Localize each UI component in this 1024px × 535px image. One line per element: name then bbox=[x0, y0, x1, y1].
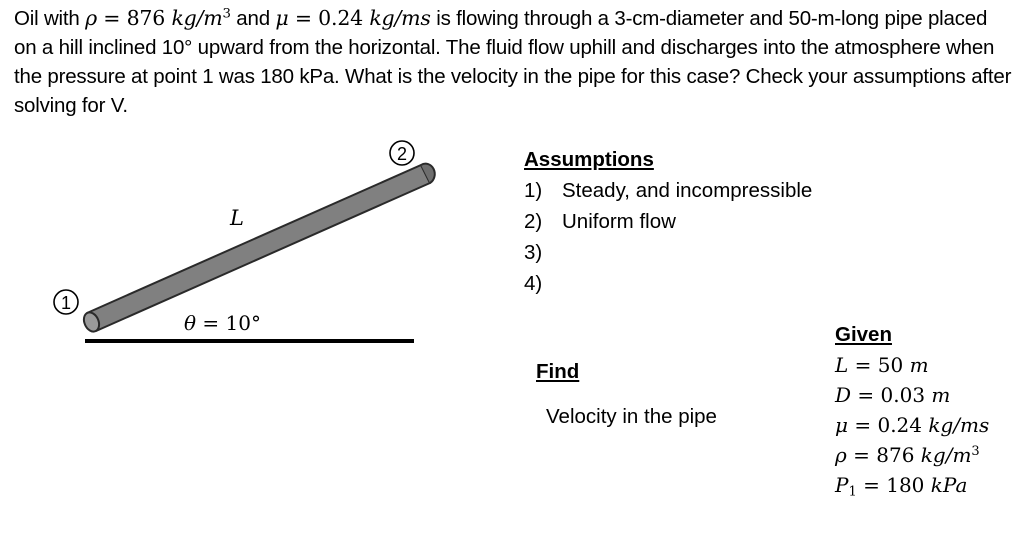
given-equals: = 0.24 bbox=[848, 413, 929, 437]
given-variable: ρ bbox=[835, 443, 847, 467]
given-section bbox=[835, 320, 989, 500]
given-unit: m bbox=[909, 353, 929, 377]
rho-unit-exponent: 3 bbox=[222, 6, 231, 22]
given-variable: P bbox=[835, 473, 849, 497]
given-item bbox=[835, 380, 989, 410]
rho-symbol: ρ bbox=[85, 6, 97, 30]
mu-equals: = 0.24 bbox=[288, 6, 370, 30]
inclined-pipe-diagram bbox=[0, 130, 450, 360]
assumption-item bbox=[524, 175, 812, 206]
angle-value: = 10° bbox=[196, 311, 261, 335]
assumption-number: 1) bbox=[524, 179, 543, 202]
rho-unit: kg/m bbox=[171, 6, 223, 30]
given-item bbox=[835, 350, 989, 380]
assumptions-section bbox=[524, 144, 812, 299]
point-1-label: 1 bbox=[60, 293, 72, 313]
given-item bbox=[835, 410, 989, 440]
given-item bbox=[835, 440, 989, 470]
assumption-number: 4) bbox=[524, 272, 543, 295]
angle-variable: θ bbox=[184, 311, 197, 335]
assumption-item bbox=[524, 268, 812, 299]
given-equals: = 876 bbox=[846, 443, 921, 467]
find-text: Velocity in the pipe bbox=[546, 405, 717, 428]
mu-unit: kg/ms bbox=[369, 6, 431, 30]
rho-equals: = 876 bbox=[96, 6, 172, 30]
given-variable: D bbox=[835, 383, 852, 407]
assumptions-heading: Assumptions bbox=[524, 148, 654, 171]
pipe-body bbox=[87, 165, 430, 331]
given-equals: = 180 bbox=[856, 473, 931, 497]
given-unit: kg/ms bbox=[928, 413, 990, 437]
find-heading bbox=[536, 360, 579, 384]
point-2-label: 2 bbox=[396, 144, 408, 164]
given-unit: kPa bbox=[930, 473, 968, 497]
problem-text-1: Oil with bbox=[14, 7, 86, 30]
assumptions-list bbox=[524, 175, 812, 299]
given-subscript: 1 bbox=[848, 484, 857, 500]
given-list bbox=[835, 350, 989, 500]
given-equals: = 0.03 bbox=[851, 383, 932, 407]
assumption-text: Uniform flow bbox=[562, 210, 676, 233]
given-unit: m bbox=[931, 383, 951, 407]
given-variable: μ bbox=[835, 413, 848, 437]
find-heading-text: Find bbox=[536, 360, 580, 383]
problem-statement bbox=[14, 4, 1014, 120]
given-item bbox=[835, 470, 989, 500]
given-equals: = 50 bbox=[848, 353, 910, 377]
problem-and: and bbox=[230, 7, 276, 30]
assumption-number: 3) bbox=[524, 241, 543, 264]
assumption-item bbox=[524, 237, 812, 268]
given-variable: L bbox=[835, 353, 849, 377]
assumption-text: Steady, and incompressible bbox=[562, 179, 813, 202]
assumption-number: 2) bbox=[524, 210, 543, 233]
problem-text-2: is flowing through a 3-cm-diameter and 50-m-long pipe placed on a hill inclined 10° upward from the horizontal. The fluid flow uphill and discharges into the atmosphere when the pressure at point 1 was 180 kPa. What is the velocity in the pipe for this case? Check your assumptions after solving for V. bbox=[14, 7, 1012, 117]
given-heading: Given bbox=[835, 323, 892, 346]
angle-label bbox=[184, 311, 261, 335]
assumption-item bbox=[524, 206, 812, 237]
given-superscript: 3 bbox=[971, 443, 980, 459]
given-unit: kg/m bbox=[920, 443, 972, 467]
mu-symbol: μ bbox=[275, 6, 289, 30]
length-label: L bbox=[230, 206, 244, 230]
